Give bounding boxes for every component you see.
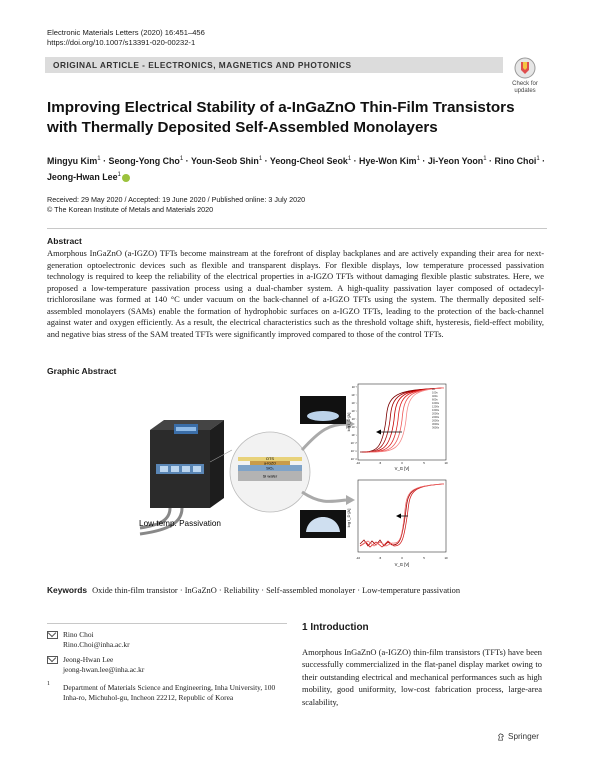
y-tick-label: 10⁻⁵	[351, 402, 357, 405]
springer-horse-icon	[497, 733, 505, 741]
legend-entry: 1600s	[432, 409, 440, 412]
author-affiliation-mark: 1	[416, 156, 420, 162]
transfer-curve-plot-top	[346, 384, 448, 471]
envelope-icon	[47, 656, 58, 664]
x-tick-label: 0	[401, 556, 403, 560]
legend-entry: 600s	[432, 398, 438, 402]
y-tick-label: 10⁻⁷	[351, 418, 357, 421]
author-affiliation-mark: 1	[179, 156, 184, 162]
publication-dates	[47, 195, 305, 215]
author-name[interactable]: Rino Choi	[494, 155, 537, 166]
arrow-head	[346, 495, 355, 505]
author-name[interactable]: Ji-Yeon Yoon	[427, 155, 484, 166]
check-updates-line2: updates	[514, 88, 536, 94]
x-tick-label: 10	[444, 556, 448, 560]
keywords-label: Keywords	[47, 585, 88, 595]
x-tick-label: -10	[355, 556, 361, 560]
copyright-line: © The Korean Institute of Metals and Materials 2020	[47, 205, 214, 214]
stack-label: OTS	[265, 456, 275, 461]
contact-name: Jeong-Hwan Lee	[63, 655, 114, 664]
stack-label: SiO₂	[266, 466, 274, 471]
author-affiliation-mark: 1	[347, 156, 352, 162]
x-tick-label: 5	[423, 461, 425, 465]
graphic-abstract-figure	[139, 380, 460, 570]
x-tick-label: -5	[378, 461, 382, 465]
y-axis-label: log I_D [A]	[346, 412, 351, 432]
y-tick-label: 10⁻¹¹	[350, 450, 357, 453]
author-name[interactable]: Youn-Seob Shin	[190, 155, 259, 166]
publisher-name: Springer	[508, 732, 539, 741]
y-tick-label: 10⁻³	[351, 386, 357, 389]
author-name[interactable]: Yeong-Cheol Seok	[269, 155, 348, 166]
x-tick-label: 5	[423, 556, 425, 560]
section-divider	[47, 228, 547, 229]
y-tick-label: 10⁻¹²	[350, 458, 357, 461]
arrow-down	[302, 492, 346, 502]
stack-label: a-IGZO	[264, 461, 276, 466]
x-tick-label: -5	[378, 556, 382, 560]
keywords-line	[47, 585, 460, 596]
x-axis-label: V_G [V]	[394, 466, 410, 471]
y-tick-label: 10⁻⁸	[351, 426, 357, 429]
author-name[interactable]: Jeong-Hwan Lee	[47, 171, 118, 182]
orcid-icon[interactable]	[122, 174, 130, 182]
introduction-text: Amorphous InGaZnO (a-IGZO) thin-film transistors (TFTs) have been successfully commercialized in the flat-panel display market owing to their outstanding electrical and mechanical performances such as high mobility, good uniformity, low-cost fabrication process, large-area scalability,	[302, 647, 542, 707]
legend-entry: 100s	[432, 391, 438, 395]
author-affiliation-mark: 1	[97, 156, 101, 162]
legend-entry: 1200s	[432, 405, 440, 409]
doi-link[interactable]: https://doi.org/10.1007/s13391-020-00232-1	[47, 38, 196, 47]
check-for-updates-badge[interactable]	[507, 57, 543, 103]
publisher-logo	[497, 732, 539, 741]
contact-email[interactable]: jeong-hwan.lee@inha.ac.kr	[63, 664, 145, 674]
legend-entry: 2200s	[432, 416, 440, 419]
legend-entry: 2600s	[432, 419, 440, 423]
arrow-up	[302, 424, 346, 450]
x-tick-label: 0	[401, 461, 403, 465]
abstract-text: Amorphous InGaZnO (a-IGZO) TFTs become mainstream at the forefront of display backplanes and are actively expanding their area for next-generation optoelectronic devices such as flexible and transparent displays. For flexible displays, low temperature processed passivation technology is required to keep the reliability of the electrical properties in a-IGZO TFTs without damaging flexible plastic substrates. Here, we proposed a low-temperature passivation process using a dual-chamber system. A high-quality passivation layer composed of octadecyl-trichlorosilane was formed at 140 °C under vacuum on the back-channel of a-IGZO TFTs using the system. The thermally deposited self-assembled monolayers (SAMs) enable the formation of hydrophobic surfaces on a-IGZO TFTs, leading to the protection of the back-channel against water and oxygen efficiently. As a result, the electrical characteristics such as the threshold voltage shift, hysteresis, field-effect mobility, and negative bias stress of the SAM treated TFTs were significantly improved compared to those of the control TFTs.	[47, 248, 544, 339]
y-axis-label: log I_D [A]	[346, 508, 351, 528]
check-updates-line1: Check for	[512, 81, 538, 87]
check-updates-icon	[514, 57, 536, 79]
graphic-abstract-caption: Low temp. Passivation	[139, 519, 221, 528]
device-stack	[238, 456, 302, 481]
author-name[interactable]: Hye-Won Kim	[359, 155, 417, 166]
legend-entry: 3000s	[432, 423, 440, 426]
abstract-heading: Abstract	[47, 236, 82, 246]
date-history: Received: 29 May 2020 / Accepted: 19 June 2020 / Published online: 3 July 2020	[47, 195, 306, 204]
y-tick-label: 10⁻⁶	[351, 410, 357, 413]
introduction-heading: 1 Introduction	[302, 622, 369, 633]
author-list: Mingyu Kim$^1$ · Seong-Yong Cho$^1$ · Youn-Seob Shin$^1$ · Yeong-Cheol Seok$^1$ · Hye-Won Kim$^1$ · Ji-Yeon Yoon$^1$ · Rino Choi$^1$ · Jeong-Hwan Lee$^1$	[47, 155, 546, 182]
contact-email[interactable]: Rino.Choi@inha.ac.kr	[63, 639, 130, 649]
footnote-divider	[47, 623, 287, 624]
keywords-list: Oxide thin-film transistor · InGaZnO · Reliability · Self-assembled monolayer · Low-temperature passivation	[92, 586, 461, 595]
journal-citation: Electronic Materials Letters (2020) 16:451–456	[47, 28, 205, 37]
legend-entry: 0s	[432, 388, 435, 391]
dual-chamber-illustration	[140, 420, 224, 534]
stack-label: Si wafer	[262, 473, 278, 479]
transfer-curve-plot-bottom	[346, 480, 448, 567]
y-tick-label: 10⁻¹⁰	[350, 442, 357, 445]
paper-title: Improving Electrical Stability of a-InGaZnO Thin-Film Transistors with Thermally Deposited Self-Assembled Monolayers	[47, 99, 515, 136]
author-affiliation-mark: 1	[483, 156, 487, 162]
y-tick-label: 10⁻⁴	[351, 394, 357, 397]
author-name[interactable]: Seong-Yong Cho	[108, 155, 180, 166]
affiliation-footnote	[47, 683, 287, 702]
x-tick-label: -10	[355, 461, 361, 465]
article-category-banner: ORIGINAL ARTICLE - ELECTRONICS, MAGNETICS AND PHOTONICS	[45, 57, 503, 73]
contact-name: Rino Choi	[63, 630, 94, 639]
graphic-abstract-heading: Graphic Abstract	[47, 366, 117, 376]
affiliation-text: Department of Materials Science and Engineering, Inha University, 100 Inha-ro, Michuhol-gu, Incheon 22212, Republic of Korea	[63, 683, 276, 702]
author-name[interactable]: Mingyu Kim	[47, 155, 98, 166]
contact-jeong-hwan-lee	[47, 655, 144, 674]
contact-rino-choi	[47, 630, 130, 649]
author-affiliation-mark: 1	[258, 156, 263, 162]
y-tick-label: 10⁻⁹	[351, 434, 357, 437]
legend-entry: 1000s	[432, 402, 440, 405]
legend-entry: 400s	[432, 395, 438, 398]
author-affiliation-mark: 1	[536, 156, 540, 162]
x-axis-label: V_G [V]	[394, 562, 410, 567]
x-tick-label: 10	[444, 461, 448, 465]
legend-entry: 3600s	[432, 426, 440, 430]
envelope-icon	[47, 631, 58, 639]
legend-entry: 2000s	[432, 412, 440, 416]
author-affiliation-mark: 1	[117, 171, 121, 178]
affiliation-mark: 1	[47, 681, 50, 687]
